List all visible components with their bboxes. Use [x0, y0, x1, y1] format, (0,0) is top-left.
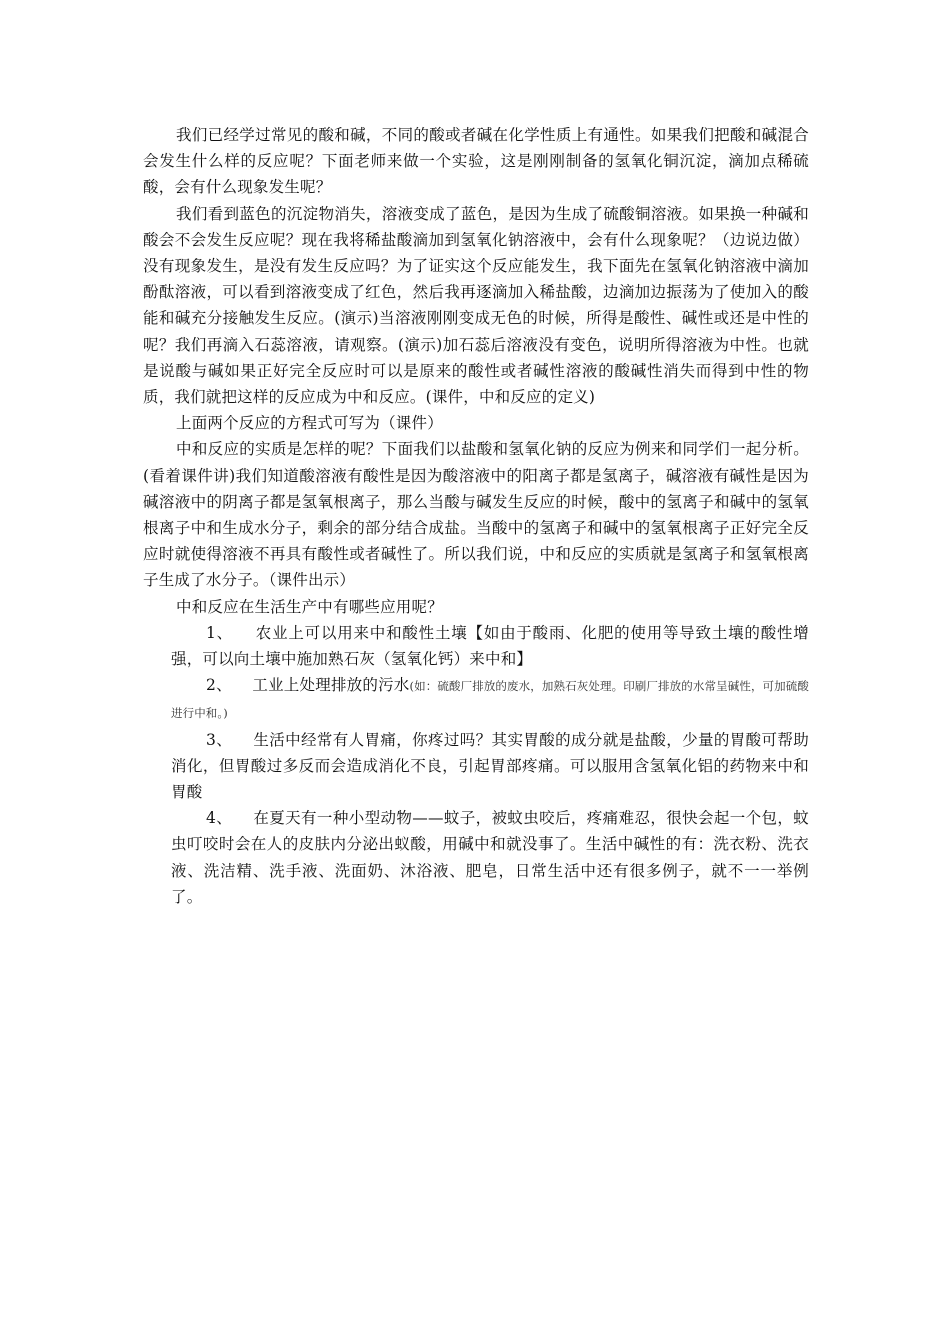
- paragraph-intro: 我们已经学过常见的酸和碱，不同的酸或者碱在化学性质上有通性。如果我们把酸和碱混合会发生什么样的反应呢？下面老师来做一个实验，这是刚刚制备的氢氧化铜沉淀，滴加点稀硫酸，会有什么现象发生呢？: [143, 126, 809, 197]
- paragraph-experiment: 我们看到蓝色的沉淀物消失，溶液变成了蓝色，是因为生成了硫酸铜溶液。如果换一种碱和酸会不会发生反应呢？现在我将稀盐酸滴加到氢氧化钠溶液中，会有什么现象呢？（边说边做）没有现象发生，是没有发生反应吗？为了证实这个反应能发生，我下面先在氢氧化钠溶液中滴加酚酞溶液，可以看到溶液变成了红色，然后我再逐滴加入稀盐酸，边滴加边振荡为了使加入的酸能和碱充分接触发生反应。(演示)当溶液刚刚变成无色的时候，所得是酸性、碱性或还是中性的呢？我们再滴入石蕊溶液，请观察。(演示)加石蕊后溶液没有变色，说明所得溶液为中性。也就是说酸与碱如果正好完全反应时可以是原来的酸性或者碱性溶液的酸碱性消失而得到中性的物质，我们就把这样的反应成为中和反应。(课件，中和反应的定义): [143, 204, 809, 407]
- list-item-text: 在夏天有一种小型动物——蚊子，被蚊虫咬后，疼痛难忍，很快会起一个包，蚊虫叮咬时会在人的皮肤内分泌出蚁酸，用碱中和就没事了。生活中碱性的有：洗衣粉、洗衣液、洗洁精、洗手液、洗面奶、沐浴液、肥皂，日常生活中还有很多例子，就不一一举例了。: [171, 809, 809, 906]
- list-item-number: 2、: [206, 676, 232, 695]
- list-item-note: (如：硫酸厂排放的废水，加熟石灰处理。印刷厂排放的水常呈碱性，可加硫酸进行中和。): [171, 679, 810, 721]
- list-item: [143, 727, 809, 806]
- list-item-text: 工业上处理排放的污水: [252, 676, 410, 695]
- list-item-number: 3、: [206, 730, 233, 749]
- list-item-text: 农业上可以用来中和酸性土壤【如由于酸雨、化肥的使用等导致土壤的酸性增强，可以向土壤中施加熟石灰（氢氧化钙）来中和】: [171, 623, 809, 669]
- list-item: [143, 672, 809, 726]
- document-body: [143, 122, 809, 910]
- list-item: [143, 620, 809, 672]
- paragraph-applications-heading: 中和反应在生活生产中有哪些应用呢？: [176, 597, 443, 616]
- list-item-text: 生活中经常有人胃痛，你疼过吗？其实胃酸的成分就是盐酸，少量的胃酸可帮助消化，但胃酸过多反而会造成消化不良，引起胃部疼痛。可以服用含氢氧化铝的药物来中和胃酸: [171, 730, 809, 802]
- list-item: [143, 805, 809, 910]
- paragraph-essence: 中和反应的实质是怎样的呢？下面我们以盐酸和氢氧化钠的反应为例来和同学们一起分析。(看着课件讲)我们知道酸溶液有酸性是因为酸溶液中的阳离子都是氢离子，碱溶液有碱性是因为碱溶液中的阴离子都是氢氧根离子，那么当酸与碱发生反应的时候，酸中的氢离子和碱中的氢氧根离子中和生成水分子，剩余的部分结合成盐。当酸中的氢离子和碱中的氢氧根离子正好完全反应时就使得溶液不再具有酸性或者碱性了。所以我们说，中和反应的实质就是氢离子和氢氧根离子生成了水分子。（课件出示）: [143, 440, 809, 590]
- list-item-number: 1、: [206, 623, 233, 642]
- paragraph-equations: 上面两个反应的方程式可写为（课件）: [176, 414, 443, 433]
- list-item-number: 4、: [206, 809, 233, 828]
